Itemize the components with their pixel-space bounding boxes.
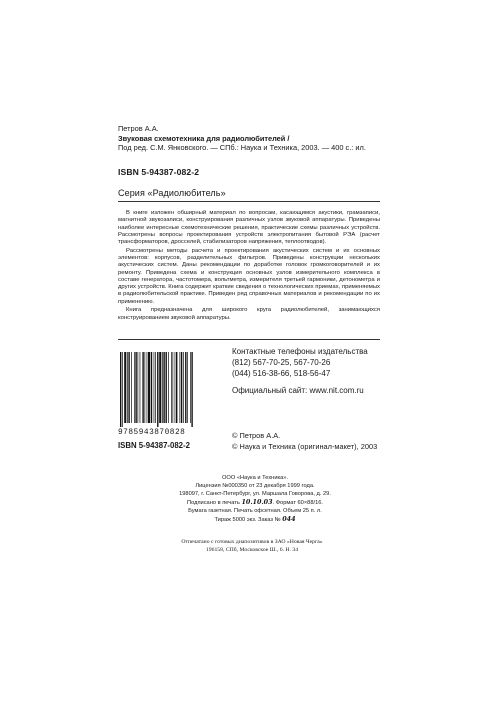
abstract-paragraph: Книга предназначена для широкого круга радиолюбителей, занимающихся конструированием звуковой аппаратуры. [118, 307, 380, 321]
contacts-phone-spb: (812) 567-70-25, 567-70-26 [232, 358, 331, 367]
print-details [165, 474, 345, 525]
barcode-digits: 9785943870828 [118, 429, 186, 437]
contacts-phone-kiev: (044) 516-38-66, 518-56-47 [232, 369, 331, 378]
barcode-bar [185, 352, 186, 423]
barcode-bar [131, 352, 132, 423]
imprint-run [165, 515, 345, 524]
barcode-bar [175, 352, 176, 423]
series-title: Серия «Радиолюбитель» [118, 188, 226, 198]
barcode-icon [118, 352, 218, 427]
imprint-format: . Формат 60×88/16. [272, 500, 323, 507]
barcode-bar [191, 352, 192, 427]
imprint-signed-date: 10.10.03 [241, 498, 273, 507]
copyright-block [232, 430, 377, 452]
contacts-website: Официальный сайт: www.nit.com.ru [232, 386, 364, 395]
printer-address: 196158, СПб, Московское Ш., 6. Н. 34 [205, 547, 299, 554]
barcode-bar [163, 352, 164, 423]
barcode-bar [138, 352, 139, 423]
copyright-author: © Петров А.А. [232, 431, 281, 440]
barcode-bar [134, 352, 135, 423]
divider-top [118, 201, 380, 202]
imprint-signed [165, 498, 345, 507]
abstract [118, 210, 380, 323]
catalog-entry [118, 124, 380, 153]
imprint-license: Лицензия №000350 от 23 декабря 1999 года. [195, 483, 315, 490]
imprint-signed-label: Подписано в печать [187, 500, 240, 507]
printer-info [152, 538, 352, 554]
barcode-bar [148, 352, 150, 423]
barcode-bar [154, 352, 155, 423]
barcode-bar [190, 352, 191, 423]
imprint-address: 198097, г. Санкт-Петербург, ул. Маршала Говорова, д. 29. [179, 491, 331, 498]
imprint-paper: Бумага газетная. Печать офсетная. Объем 25 п. л. [188, 508, 322, 515]
publisher-contacts [232, 346, 392, 396]
barcode-bar [135, 352, 136, 423]
abstract-paragraph: Рассмотрены методы расчета и проектирования акустических систем и их основных элементов: корпусов, разделительных фильтров. Приведены конструкции нескольких акустических систем. Даны рекомендации по доработке головок громкоговорителей и их ремонту. Приведена схема и конструкция основных узлов измерительного комплекса в составе генератора, частотомера, вольтметра, измерителя третьей гармоники, детонометра и других устройств. Книга содержит краткие сведения о технологических приемах, применяемых в радиолюбительской практике. Приведен ряд справочных материалов и рекомендации по их применению. [118, 247, 380, 305]
barcode-bar [168, 352, 169, 423]
barcode-bar [162, 352, 163, 423]
barcode-bar [124, 352, 126, 423]
barcode-bar [120, 352, 121, 427]
catalog-title: Звуковая схемотехника для радиолюбителей / [118, 133, 290, 143]
divider-bottom [118, 339, 380, 340]
barcode-bar [155, 352, 156, 423]
printer-line: Отпечатано с готовых диапозитивов в ЗАО «Новая Черга» [181, 539, 323, 545]
barcode-bar [145, 352, 146, 423]
barcode-bar [128, 352, 129, 423]
barcode-bar [171, 352, 172, 423]
barcode-bar [147, 352, 148, 423]
barcode-bar [140, 352, 141, 423]
barcode-bar [187, 352, 188, 423]
imprint-run-label: Тираж 5000 экз. Заказ № [214, 517, 281, 524]
barcode-bar [183, 352, 184, 423]
barcode-bar [173, 352, 174, 423]
barcode-bar [166, 352, 167, 423]
barcode-bar [142, 352, 143, 423]
barcode-bar [151, 352, 152, 423]
barcode-isbn: ISBN 5-94387-082-2 [118, 441, 190, 450]
abstract-paragraph: В книге изложен обширный материал по вопросам, касающимся акустики, грамзаписи, магнитной звукозаписи, конструирования различных узлов звуковой аппаратуры. Приведены наиболее интересные схемотехнические решения, практические схемы различных устройств. Рассмотрены вопросы проектирования устройств электропитания бытовой РЭА (расчет трансформаторов, дросселей, стабилизаторов напряжения, теплоотводов). [118, 210, 380, 246]
isbn-heading: ISBN 5-94387-082-2 [118, 167, 200, 177]
barcode-bar [159, 352, 161, 423]
imprint-publisher: ООО «Наука и Техника». [221, 475, 289, 481]
catalog-imprint: Под ред. С.М. Янковского. — СПб.: Наука и Техника, 2003. — 400 с.: ил. [118, 143, 366, 153]
barcode-bar [176, 352, 177, 423]
copyright-publisher: © Наука и Техника (оригинал-макет), 2003 [232, 442, 378, 451]
barcode-bar [157, 352, 158, 427]
barcode-bar [181, 352, 182, 423]
catalog-author: Петров А.А. [118, 124, 159, 133]
barcode-bar [180, 352, 181, 423]
barcode-bar [127, 352, 128, 423]
barcode-bar [122, 352, 123, 427]
contacts-heading: Контактные телефоны издательства [232, 347, 368, 356]
imprint-order-number: 044 [282, 515, 296, 524]
